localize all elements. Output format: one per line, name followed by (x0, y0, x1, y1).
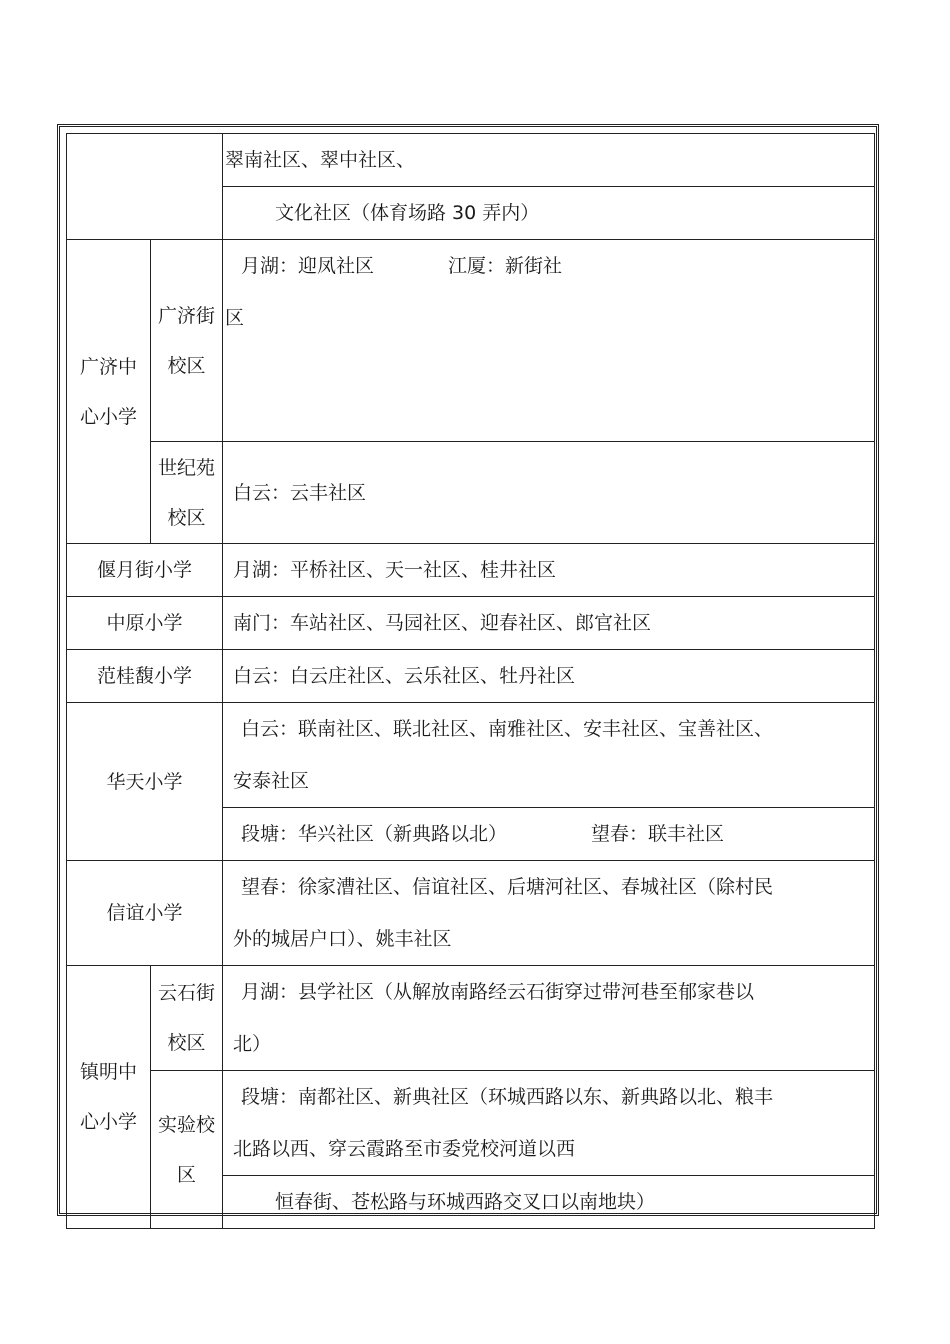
district-text: 江厦：新街社 (448, 255, 563, 277)
district-text: 月湖：县学社区（从解放南路经云石街穿过带河巷至郁家巷以 (241, 981, 755, 1003)
district-text: 白云：联南社区、联北社区、南雅社区、安丰社区、宝善社区、 (241, 718, 774, 740)
campus-name: 世纪苑校区 (151, 442, 223, 544)
school-name: 偃月街小学 (67, 544, 223, 597)
district-text: 北） (233, 1033, 272, 1055)
district-text: 白云：白云庄社区、云乐社区、牡丹社区 (223, 650, 875, 703)
district-cell (223, 861, 875, 966)
school-district-table (66, 133, 875, 1229)
empty-school-cell (67, 134, 223, 240)
district-text: 南门：车站社区、马园社区、迎春社区、郎官社区 (223, 597, 875, 650)
school-name: 中原小学 (67, 597, 223, 650)
district-cell (223, 703, 875, 808)
district-text: 翠南社区、翠中社区、 (223, 134, 875, 187)
district-text: 望春：联丰社区 (591, 823, 725, 845)
district-text: 恒春街、苍松路与环城西路交叉口以南地块） (223, 1176, 875, 1229)
campus-name: 云石街校区 (151, 966, 223, 1071)
campus-name: 实验校区 (151, 1071, 223, 1229)
district-table-frame (57, 124, 879, 1216)
district-cell (223, 808, 875, 861)
district-text: 月湖：迎凤社区 (241, 255, 375, 277)
school-name: 信谊小学 (67, 861, 223, 966)
campus-name: 广济街校区 (151, 240, 223, 442)
district-text: 白云：云丰社区 (223, 442, 875, 544)
district-text: 区 (225, 307, 245, 329)
district-text: 安泰社区 (233, 770, 310, 792)
district-text: 文化社区（体育场路 30 弄内） (223, 187, 875, 240)
district-text: 月湖：平桥社区、天一社区、桂井社区 (223, 544, 875, 597)
district-cell (223, 966, 875, 1071)
school-name: 广济中心小学 (67, 240, 151, 544)
school-name: 镇明中心小学 (67, 966, 151, 1229)
district-text: 段塘：华兴社区（新典路以北） (241, 823, 508, 845)
district-text: 段塘：南都社区、新典社区（环城西路以东、新典路以北、粮丰 (241, 1086, 774, 1108)
district-cell (223, 240, 875, 442)
school-name: 华天小学 (67, 703, 223, 861)
district-text: 望春：徐家漕社区、信谊社区、后塘河社区、春城社区（除村民 (241, 876, 774, 898)
school-name: 范桂馥小学 (67, 650, 223, 703)
district-cell (223, 1071, 875, 1176)
district-text: 外的城居户口）、姚丰社区 (233, 928, 452, 950)
district-text: 北路以西、穿云霞路至市委党校河道以西 (233, 1138, 576, 1160)
